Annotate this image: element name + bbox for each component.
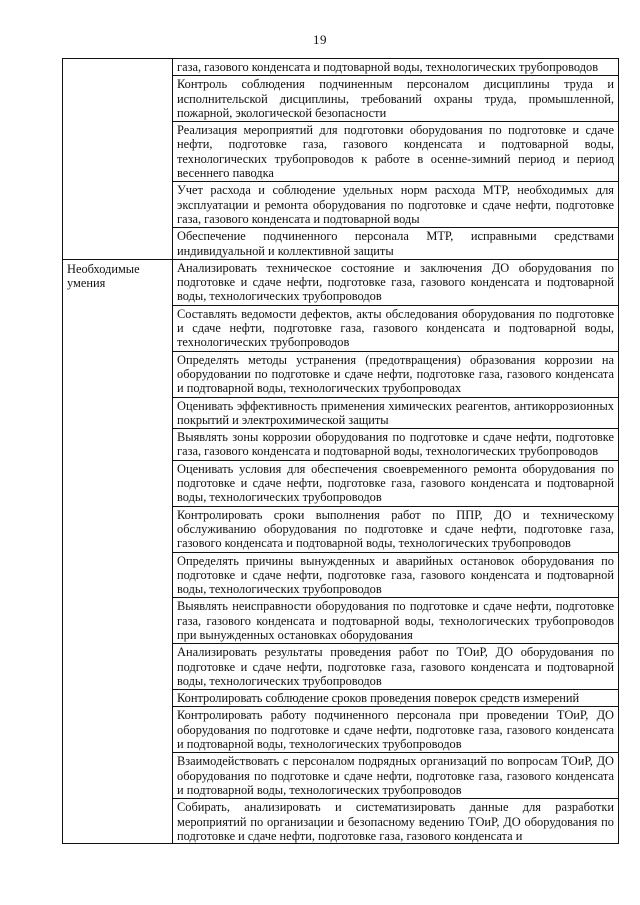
row-label-skills: Необходимые умения (63, 259, 173, 843)
list-item: Выявлять неисправности оборудования по подготовке и сдаче нефти, подготовке газа, газового конденсата и подтоварной воды, технологических трубопроводов при вынужденных остановках оборудования (173, 597, 618, 643)
row-content (173, 59, 619, 260)
list-item: Выявлять зоны коррозии оборудования по подготовке и сдаче нефти, подготовке газа, газового конденсата и подтоварной воды, технологических трубопроводов (173, 428, 618, 460)
list-item: Обеспечение подчиненного персонала МТР, исправными средствами индивидуальной и коллективной защиты (173, 227, 618, 259)
list-item: Определять причины вынужденных и аварийных остановок оборудования по подготовке и сдаче нефти, подготовке газа, газового конденсата и подтоварной воды, технологических трубопроводов (173, 552, 618, 598)
page-number: 19 (313, 32, 327, 47)
list-item: Определять методы устранения (предотвращения) образования коррозии на оборудовании по подготовке и сдаче нефти, подготовке газа, газового конденсата и подтоварной воды, технологических трубопроводах (173, 351, 618, 397)
row-content (173, 259, 619, 843)
list-item: Контроль соблюдения подчиненным персоналом дисциплины труда и исполнительской дисциплины, требований охраны труда, промышленной, пожарной, экологической безопасности (173, 75, 618, 121)
list-item: Учет расхода и соблюдение удельных норм расхода МТР, необходимых для эксплуатации и ремонта оборудования по подготовке и сдаче нефти, подготовке газа, газового конденсата и подтоварной воды (173, 181, 618, 227)
list-item: Составлять ведомости дефектов, акты обследования оборудования по подготовке и сдаче нефти, подготовке газа, газового конденсата и подтоварной воды, технологических трубопроводов (173, 305, 618, 351)
list-item: Контролировать соблюдение сроков проведения поверок средств измерений (173, 689, 618, 706)
list-item: Анализировать техническое состояние и заключения ДО оборудования по подготовке и сдаче нефти, подготовке газа, газового конденсата и подтоварной воды, технологических трубопроводов (177, 260, 614, 304)
list-item: Контролировать сроки выполнения работ по ППР, ДО и техническому обслуживанию оборудования по подготовке и сдаче нефти, подготовке газа, газового конденсата и подтоварной воды, технологических трубопроводов (173, 506, 618, 552)
list-item: Анализировать результаты проведения работ по ТОиР, ДО оборудования по подготовке и сдаче нефти, подготовке газа, газового конденсата и подтоварной воды, технологических трубопроводов (173, 643, 618, 689)
table-row-continuation (63, 59, 619, 260)
table-row-skills (63, 259, 619, 843)
list-item: Взаимодействовать с персоналом подрядных организаций по вопросам ТОиР, ДО оборудования по подготовке и сдаче нефти, подготовке газа, газового конденсата и подтоварной воды, технологических трубопроводов (173, 752, 618, 798)
row-label (63, 59, 173, 260)
requirements-table (62, 58, 619, 844)
list-item: Оценивать условия для обеспечения своевременного ремонта оборудования по подготовке и сдаче нефти, подготовке газа, газового конденсата и подтоварной воды, технологических трубопроводов (173, 460, 618, 506)
list-item: Оценивать эффективность применения химических реагентов, антикоррозионных покрытий и электрохимической защиты (173, 397, 618, 429)
list-item: газа, газового конденсата и подтоварной воды, технологических трубопроводов (177, 60, 599, 74)
list-item: Реализация мероприятий для подготовки оборудования по подготовке и сдаче нефти, подготовке газа, газового конденсата и подтоварной воды, технологических трубопроводов к работе в осенне-зимний период и период весеннего паводка (173, 121, 618, 181)
list-item: Контролировать работу подчиненного персонала при проведении ТОиР, ДО оборудования по подготовке и сдаче нефти, подготовке газа, газового конденсата и подтоварной воды, технологических трубопроводов (173, 706, 618, 752)
list-item: Собирать, анализировать и систематизировать данные для разработки мероприятий по организации и безопасному ведению ТОиР, ДО оборудования по подготовке и сдаче нефти, подготовке газа, газового конденсата и (173, 798, 618, 843)
